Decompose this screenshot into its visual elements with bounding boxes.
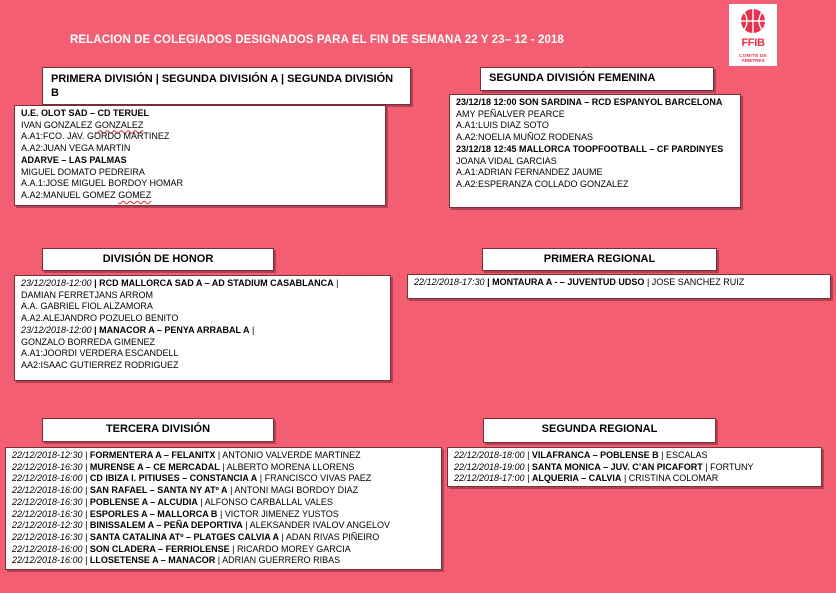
honor-date-1: 23/12/2018-12:00 bbox=[21, 278, 92, 288]
tercera-row: 22/12/2018-16:30 | ESPORLES A – MALLORCA B | VICTOR JIMENEZ YUSTOS bbox=[12, 508, 339, 519]
referee-1 bbox=[21, 120, 379, 132]
tercera-row: 22/12/2018-16:00 | CD IBIZA I. PITIUSES – CONSTANCIA A | FRANCISCO VIVAS PAEZ bbox=[12, 473, 372, 484]
honor-assistant-2-1: A.A1:JOORDI VERDERA ESCANDELL bbox=[21, 348, 179, 359]
femenina-assistant-2-1: A.A1:ADRIAN FERNANDEZ JAUME bbox=[456, 167, 603, 178]
segunda-regional-teams: SANTA MONICA – JUV. C’AN PICAFORT bbox=[531, 461, 703, 472]
honor-teams-1: | RCD MALLORCA SAD A – AD STADIUM CASABLANCA bbox=[91, 278, 334, 288]
logo-subtext: COMITÉ DE bbox=[739, 53, 767, 58]
tercera-teams: BINISSALEM A – PEÑA DEPORTIVA bbox=[89, 520, 243, 531]
femenina-match-2: 23/12/18 12:45 MALLORCA TOOPFOOTBALL – CF PARDINYES bbox=[456, 143, 724, 154]
tercera-teams: POBLENSE A – ALCUDIA bbox=[89, 496, 198, 507]
primera-header-line2: B bbox=[51, 87, 59, 99]
ffib-logo bbox=[729, 4, 777, 66]
tercera-teams: MURENSE A – CE MERCADAL bbox=[89, 461, 220, 472]
tercera-date: 22/12/2018-16:30 bbox=[12, 461, 83, 472]
primera-division-header bbox=[42, 67, 411, 105]
segunda-regional-header-text: SEGUNDA REGIONAL bbox=[541, 423, 658, 435]
tercera-date: 22/12/2018-16:00 bbox=[12, 555, 83, 566]
tercera-teams: SANTA CATALINA ATº – PLATGES CALVIA A bbox=[89, 531, 280, 542]
match-1: U.E. OLOT SAD – CD TERUEL bbox=[21, 108, 150, 118]
tercera-referee: ANTONI MAGI BORDOY DIAZ bbox=[234, 485, 359, 496]
segunda-regional-date: 22/12/2018-17:00 bbox=[454, 473, 525, 484]
assistant-2-2-surname: GOMEZ bbox=[118, 189, 152, 200]
primera-regional-header bbox=[482, 248, 717, 271]
page-title: RELACION DE COLEGIADOS DESIGNADOS PARA EL FIN DE SEMANA 22 Y 23– 12 - 2018 bbox=[70, 34, 564, 46]
primera-regional-match bbox=[414, 277, 824, 289]
assistant-2-2-first: A.A2:MANUEL GOMEZ bbox=[21, 189, 119, 200]
tercera-teams: SAN RAFAEL – SANTA NY ATº A bbox=[89, 485, 228, 496]
referee-1-first: IVAN GONZALEZ bbox=[21, 119, 95, 130]
tercera-referee: ALEKSANDER IVALOV ANGELOV bbox=[249, 520, 391, 531]
tercera-header bbox=[42, 418, 274, 442]
basketball-icon bbox=[729, 4, 777, 38]
honor-match-2 bbox=[21, 325, 384, 337]
segunda-regional-header bbox=[483, 418, 716, 443]
tercera-teams: LLOSETENSE A – MANACOR bbox=[89, 555, 216, 566]
tercera-teams: ESPORLES A – MALLORCA B bbox=[89, 508, 218, 519]
honor-teams-2: | MANACOR A – PENYA ARRABAL A bbox=[91, 324, 250, 335]
segunda-regional-teams: ALQUERIA – CALVIA bbox=[531, 473, 622, 484]
honor-assistant-2-2: AA2:ISAAC GUTIERREZ RODRIGUEZ bbox=[21, 359, 179, 370]
honor-assistant-1-1: A.A. GABRIEL FIOL ALZAMORA bbox=[21, 301, 153, 312]
primera-division-box bbox=[14, 105, 386, 206]
tercera-teams: FORMENTERA A – FELANITX bbox=[89, 450, 216, 460]
segunda-regional-row: 22/12/2018-17:00 | ALQUERIA – CALVIA | CRISTINA COLOMAR bbox=[454, 473, 719, 484]
honor-match-1 bbox=[21, 278, 384, 290]
tercera-teams: SON CLADERA – FERRIOLENSE bbox=[89, 543, 230, 554]
femenina-referee-2: JOANA VIDAL GARCIAS bbox=[456, 155, 557, 166]
match-2: ADARVE – LAS PALMAS bbox=[21, 154, 127, 165]
segunda-regional-date: 22/12/2018-19:00 bbox=[454, 461, 525, 472]
tercera-date: 22/12/2018-16:00 bbox=[12, 473, 83, 484]
femenina-match-1: 23/12/18 12:00 SON SARDINA – RCD ESPANYOL BARCELONA bbox=[456, 97, 723, 107]
tercera-date: 22/12/2018-16:30 bbox=[12, 508, 83, 519]
tercera-teams: CD IBIZA I. PITIUSES – CONSTANCIA A bbox=[89, 473, 258, 484]
segunda-regional-date: 22/12/2018-18:00 bbox=[454, 450, 525, 460]
tercera-date: 22/12/2018-12:30 bbox=[12, 520, 83, 531]
tercera-date: 22/12/2018-16:30 bbox=[12, 496, 83, 507]
logo-subtext-2: ÁRBITRES bbox=[741, 58, 765, 63]
femenina-box bbox=[449, 94, 741, 208]
referee-1-surname: GONZALEZ bbox=[94, 119, 144, 130]
segunda-regional-referee: FORTUNY bbox=[710, 461, 754, 472]
tercera-row: 22/12/2018-16:00 | SAN RAFAEL – SANTA NY ATº A | ANTONI MAGI BORDOY DIAZ bbox=[12, 485, 359, 496]
assistant-1-2: A.A2:JUAN VEGA MARTIN bbox=[21, 143, 131, 154]
primera-regional-header-text: PRIMERA REGIONAL bbox=[543, 253, 656, 265]
tercera-date: 22/12/2018-16:00 bbox=[12, 485, 83, 496]
femenina-assistant-2-2: A.A2:ESPERANZA COLLADO GONZALEZ bbox=[456, 178, 629, 189]
segunda-regional-teams: VILAFRANCA – POBLENSE B bbox=[531, 450, 659, 460]
assistant-2-2 bbox=[21, 190, 379, 202]
tercera-row: 22/12/2018-16:30 | SANTA CATALINA ATº – PLATGES CALVIA A | ADAN RIVAS PIÑEIRO bbox=[12, 531, 380, 542]
tercera-row: 22/12/2018-16:00 | LLOSETENSE A – MANACOR | ADRIAN GUERRERO RIBAS bbox=[12, 555, 341, 566]
tercera-referee: ALBERTO MORENA LLORENS bbox=[226, 461, 355, 472]
tercera-referee: ADRIAN GUERRERO RIBAS bbox=[222, 555, 341, 566]
primera-regional-referee: | JOSE SANCHEZ RUIZ bbox=[644, 277, 745, 287]
honor-referee-1: DAMIAN FERRETJANS ARROM bbox=[21, 289, 154, 300]
honor-header-text: DIVISIÓN DE HONOR bbox=[102, 253, 214, 265]
tercera-row: 22/12/2018-12:30 | BINISSALEM A – PEÑA DEPORTIVA | ALEKSANDER IVALOV ANGELOV bbox=[12, 520, 391, 531]
segunda-regional-row: 22/12/2018-19:00 | SANTA MONICA – JUV. C’AN PICAFORT | FORTUNY bbox=[454, 461, 754, 472]
assistant-2-1: A.A.1:JOSE MIGUEL BORDOY HOMAR bbox=[21, 178, 184, 189]
femenina-assistant-1-2: A.A2:NOELIA MUÑOZ RODENAS bbox=[456, 132, 594, 143]
honor-header bbox=[42, 248, 274, 271]
logo-text: FFIB bbox=[741, 37, 765, 49]
primera-header-line1: PRIMERA DIVISIÓN | SEGUNDA DIVISIÓN A | SEGUNDA DIVISIÓN bbox=[51, 73, 394, 85]
primera-regional-date: 22/12/2018-17:30 bbox=[414, 277, 485, 287]
tercera-referee: VICTOR JIMENEZ YUSTOS bbox=[224, 508, 339, 519]
tercera-date: 22/12/2018-12:30 bbox=[12, 450, 83, 460]
tercera-referee: FRANCISCO VIVAS PAEZ bbox=[264, 473, 372, 484]
referee-2: MIGUEL DOMATO PEDREIRA bbox=[21, 166, 145, 177]
tercera-referee: ADAN RIVAS PIÑEIRO bbox=[285, 531, 380, 542]
tercera-referee: ALFONSO CARBALLAL VALES bbox=[204, 496, 333, 507]
segunda-regional-referee: ESCALAS bbox=[665, 450, 708, 460]
femenina-assistant-1-1: A.A1:LUIS DIAZ SOTO bbox=[456, 120, 549, 131]
tercera-date: 22/12/2018-16:00 bbox=[12, 543, 83, 554]
segunda-regional-referee: CRISTINA COLOMAR bbox=[628, 473, 719, 484]
tercera-row: 22/12/2018-16:30 | POBLENSE A – ALCUDIA | ALFONSO CARBALLAL VALES bbox=[12, 496, 333, 507]
tercera-referee: RICARDO MOREY GARCIA bbox=[236, 543, 351, 554]
honor-referee-2: GONZALO BORREDA GIMENEZ bbox=[21, 336, 156, 347]
femenina-header bbox=[480, 67, 714, 91]
femenina-header-text: SEGUNDA DIVISIÓN FEMENINA bbox=[489, 72, 656, 84]
assistant-1-1: A.A1:FCO. JAV. GORDO MARTINEZ bbox=[21, 131, 170, 142]
tercera-row: 22/12/2018-16:30 | MURENSE A – CE MERCADAL | ALBERTO MORENA LLORENS bbox=[12, 461, 355, 472]
honor-sep-2: | bbox=[249, 324, 255, 335]
tercera-row: 22/12/2018-16:00 | SON CLADERA – FERRIOLENSE | RICARDO MOREY GARCIA bbox=[12, 543, 351, 554]
primera-regional-box bbox=[407, 274, 831, 299]
primera-regional-teams: | MONTAURA A - – JUVENTUD UDSO bbox=[484, 277, 645, 287]
tercera-date: 22/12/2018-16:30 bbox=[12, 531, 83, 542]
segunda-regional-box bbox=[447, 447, 822, 487]
tercera-header-text: TERCERA DIVISIÓN bbox=[105, 423, 211, 435]
tercera-box bbox=[5, 447, 442, 570]
femenina-referee-1: AMY PEÑALVER PEARCE bbox=[456, 108, 565, 119]
tercera-row: 22/12/2018-12:30 | FORMENTERA A – FELANITX | ANTONIO VALVERDE MARTINEZ bbox=[12, 450, 361, 460]
honor-assistant-1-2: A.A2.ALEJANDRO POZUELO BENITO bbox=[21, 313, 179, 324]
honor-box bbox=[14, 275, 391, 381]
honor-date-2: 23/12/2018-12:00 bbox=[21, 324, 92, 335]
segunda-regional-row: 22/12/2018-18:00 | VILAFRANCA – POBLENSE B | ESCALAS bbox=[454, 450, 708, 460]
tercera-referee: ANTONIO VALVERDE MARTINEZ bbox=[222, 450, 361, 460]
honor-sep-1: | bbox=[333, 278, 339, 288]
